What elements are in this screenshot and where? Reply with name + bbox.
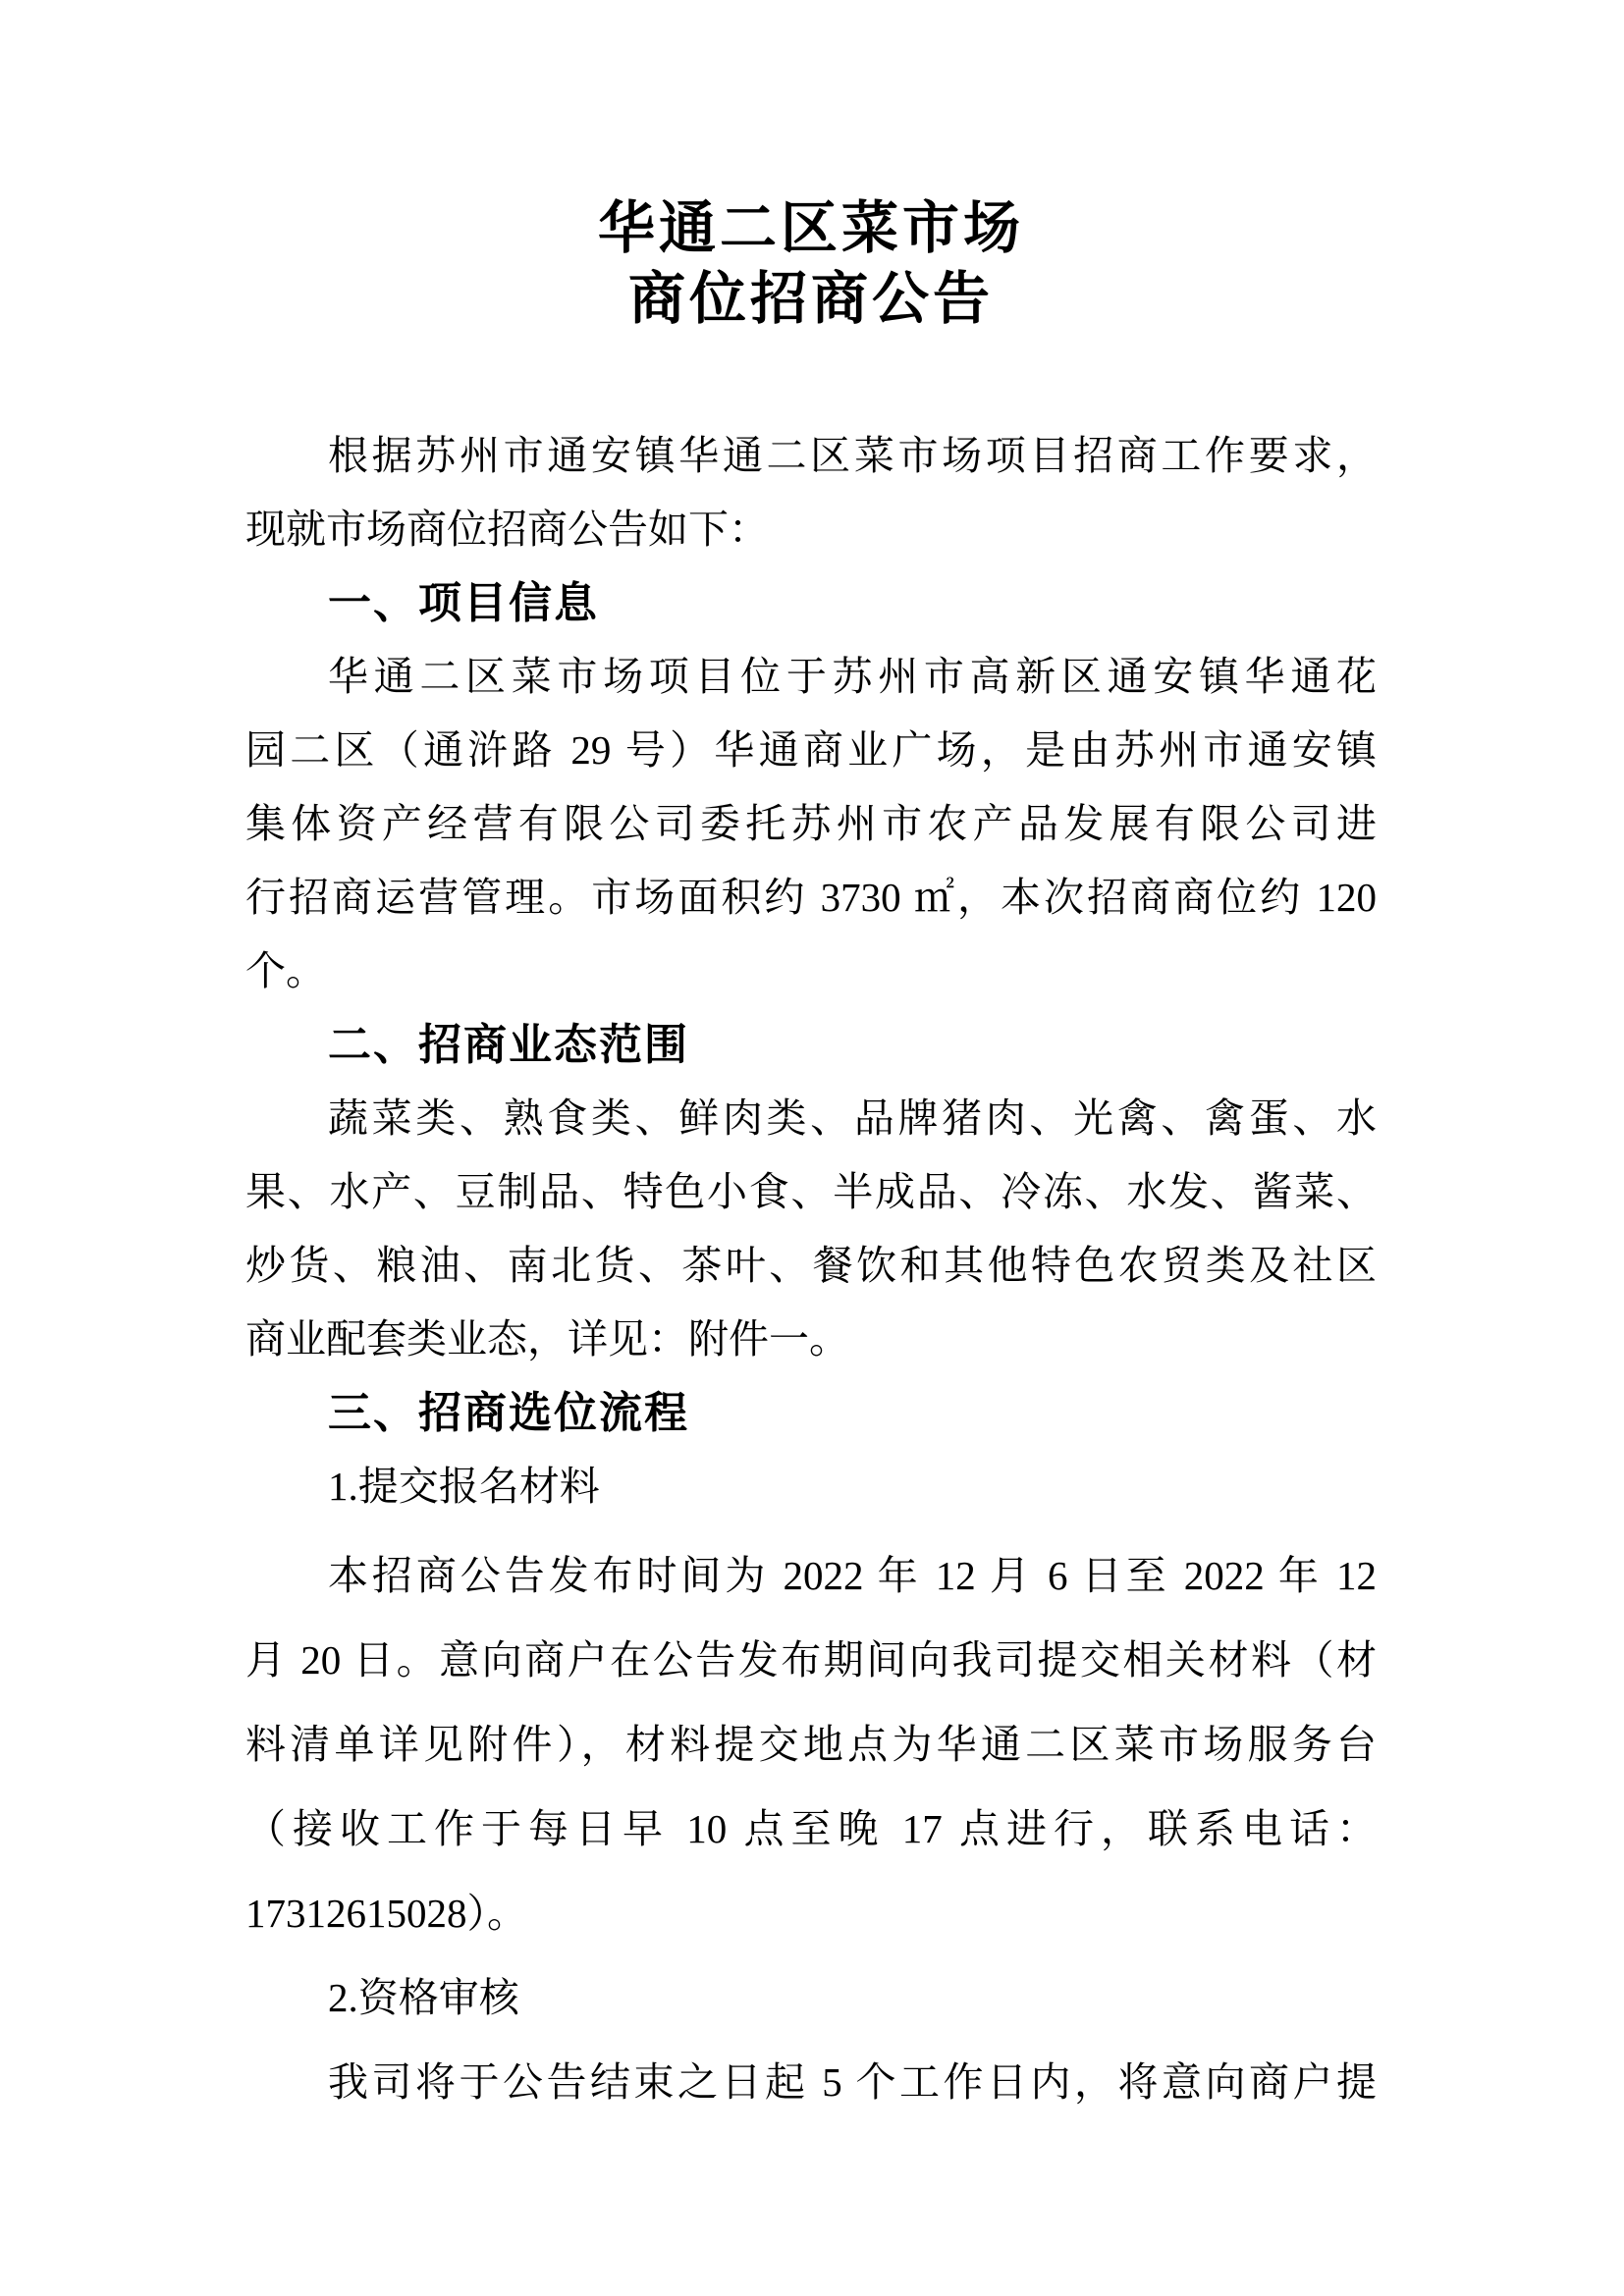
paragraph-business-scope xyxy=(245,1082,1377,1376)
section-heading-business-scope: 二、招商业态范围 xyxy=(328,1021,689,1069)
doc-line: 17312615028）。 xyxy=(245,1891,527,1936)
paragraph-project-info xyxy=(245,640,1377,1008)
doc-line: 炒货、粮油、南北货、茶叶、餐饮和其他特色农贸类及社区 xyxy=(245,1243,1377,1288)
doc-line: 我司将于公告结束之日起 5 个工作日内，将意向商户提 xyxy=(328,2059,1377,2105)
doc-line: 本招商公告发布时间为 2022 年 12 月 6 日至 2022 年 12 xyxy=(328,1553,1377,1598)
paragraph-qualification-review xyxy=(245,2040,1377,2124)
doc-line: 园二区（通浒路 29 号）华通商业广场，是由苏州市通安镇 xyxy=(245,727,1377,773)
doc-line: 华通二区菜市场项目位于苏州市高新区通安镇华通花 xyxy=(328,654,1377,699)
paragraph-intro xyxy=(245,419,1377,566)
section-heading-selection-process: 三、招商选位流程 xyxy=(328,1389,689,1437)
subitem-label-submit-materials: 1.提交报名材料 xyxy=(328,1464,600,1509)
doc-line: 个。 xyxy=(245,948,326,993)
doc-line: （接收工作于每日早 10 点至晚 17 点进行，联系电话： xyxy=(245,1806,1377,1851)
doc-line: 集体资产经营有限公司委托苏州市农产品发展有限公司进 xyxy=(245,801,1377,846)
section-heading-project-info: 一、项目信息 xyxy=(328,579,599,627)
doc-title xyxy=(245,0,1377,335)
doc-line: 果、水产、豆制品、特色小食、半成品、冷冻、水发、酱菜、 xyxy=(245,1169,1377,1214)
doc-line: 料清单详见附件），材料提交地点为华通二区菜市场服务台 xyxy=(245,1722,1377,1767)
text-column xyxy=(245,0,1377,2124)
doc-line: 蔬菜类、熟食类、鲜肉类、品牌猪肉、光禽、禽蛋、水 xyxy=(328,1095,1377,1141)
subitem-label-qualification-review: 2.资格审核 xyxy=(328,1975,519,2020)
doc-line: 行招商运营管理。市场面积约 3730 ㎡，本次招商商位约 120 xyxy=(245,875,1377,920)
doc-line: 现就市场商位招商公告如下： xyxy=(245,507,769,552)
doc-title-line: 华通二区菜市场 xyxy=(597,196,1024,260)
doc-line: 商业配套类业态，详见：附件一。 xyxy=(245,1316,849,1362)
doc-line: 根据苏州市通安镇华通二区菜市场项目招商工作要求， xyxy=(328,433,1377,478)
paragraph-submit-materials xyxy=(245,1533,1377,1955)
doc-line: 月 20 日。意向商户在公告发布期间向我司提交相关材料（材 xyxy=(245,1637,1377,1682)
doc-title-line: 商位招商公告 xyxy=(627,267,994,331)
